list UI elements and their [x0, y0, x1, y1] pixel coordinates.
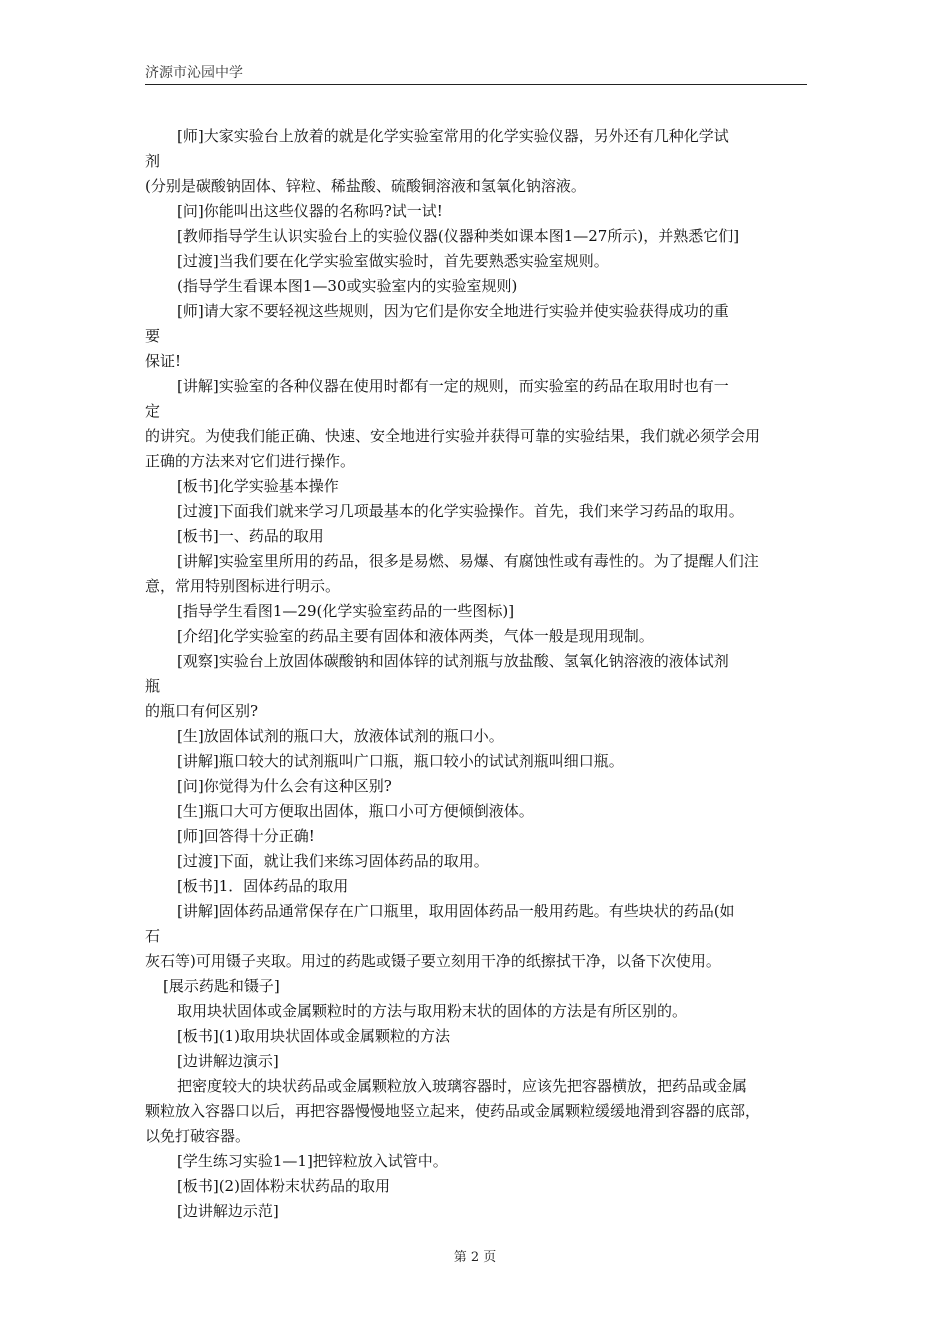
text-line: 要	[145, 327, 161, 345]
text-line: 的讲究。为使我们能正确、快速、安全地进行实验并获得可靠的实验结果，我们就必须学会用	[145, 427, 761, 445]
text-line: 意，常用特别图标进行明示。	[145, 577, 341, 595]
text-line: [生]放固体试剂的瓶口大，放液体试剂的瓶口小。	[177, 727, 504, 745]
text-line: [板书](1)取用块状固体或金属颗粒的方法	[177, 1027, 450, 1045]
text-line: [师]请大家不要轻视这些规则，因为它们是你安全地进行实验并使实验获得成功的重	[177, 302, 729, 320]
text-line: 取用块状固体或金属颗粒时的方法与取用粉末状的固体的方法是有所区别的。	[177, 1002, 688, 1020]
text-line: [板书](2)固体粉末状药品的取用	[177, 1177, 390, 1195]
text-line: 剂	[145, 152, 161, 170]
text-line: 颗粒放入容器口以后，再把容器慢慢地竖立起来，使药品或金属颗粒缓缓地滑到容器的底部，	[145, 1102, 761, 1120]
text-line: [板书]一、药品的取用	[177, 527, 324, 545]
header-school-name: 济源市沁园中学	[145, 65, 243, 81]
text-line: 石	[145, 927, 161, 945]
text-line: [讲解]实验室的各种仪器在使用时都有一定的规则，而实验室的药品在取用时也有一	[177, 377, 729, 395]
text-line: [讲解]实验室里所用的药品，很多是易燃、易爆、有腐蚀性或有毒性的。为了提醒人们注	[177, 552, 759, 570]
document-body	[145, 124, 807, 1224]
text-line: [板书]1．固体药品的取用	[177, 877, 349, 895]
text-line: 的瓶口有何区别?	[145, 702, 259, 720]
page-number: 第 2 页	[453, 1250, 497, 1265]
text-line: 把密度较大的块状药品或金属颗粒放入玻璃容器时，应该先把容器横放，把药品或金属	[177, 1077, 748, 1095]
text-line: [指导学生看图1—29(化学实验室药品的一些图标)]	[177, 602, 515, 620]
text-line: [观察]实验台上放固体碳酸钠和固体锌的试剂瓶与放盐酸、氢氧化钠溶液的液体试剂	[177, 652, 729, 670]
text-line: [问]你觉得为什么会有这种区别?	[177, 777, 392, 795]
header-divider	[145, 84, 807, 85]
text-line: 以免打破容器。	[145, 1127, 251, 1145]
text-line: 灰石等)可用镊子夹取。用过的药匙或镊子要立刻用干净的纸擦拭干净，以备下次使用。	[145, 952, 721, 970]
text-line: [讲解]固体药品通常保存在广口瓶里，取用固体药品一般用药匙。有些块状的药品(如	[177, 902, 735, 920]
text-line: [师]大家实验台上放着的就是化学实验室常用的化学实验仪器，另外还有几种化学试	[177, 127, 729, 145]
text-line: [学生练习实验1—1]把锌粒放入试管中。	[177, 1152, 448, 1170]
text-line: [展示药匙和镊子]	[163, 977, 280, 995]
text-line: [问]你能叫出这些仪器的名称吗?试一试!	[177, 202, 443, 220]
text-line: [介绍]化学实验室的药品主要有固体和液体两类，气体一般是现用现制。	[177, 627, 654, 645]
text-line: 正确的方法来对它们进行操作。	[145, 452, 356, 470]
text-line: [教师指导学生认识实验台上的实验仪器(仪器种类如课本图1—27所示)，并熟悉它们]	[177, 227, 740, 245]
text-line: [板书]化学实验基本操作	[177, 477, 339, 495]
text-line: (指导学生看课本图1—30或实验室内的实验室规则)	[177, 277, 518, 295]
page-footer	[0, 1246, 950, 1265]
text-line: 定	[145, 402, 161, 420]
text-line: [讲解]瓶口较大的试剂瓶叫广口瓶，瓶口较小的试试剂瓶叫细口瓶。	[177, 752, 624, 770]
text-line: (分别是碳酸钠固体、锌粒、稀盐酸、硫酸铜溶液和氢氧化钠溶液。	[145, 177, 586, 195]
text-line: 瓶	[145, 677, 161, 695]
text-line: [边讲解边示范]	[177, 1202, 279, 1220]
text-line: [生]瓶口大可方便取出固体，瓶口小可方便倾倒液体。	[177, 802, 534, 820]
text-line: [边讲解边演示]	[177, 1052, 279, 1070]
text-line: 保证!	[145, 352, 182, 370]
text-line: [过渡]下面，就让我们来练习固体药品的取用。	[177, 852, 489, 870]
text-line: [过渡]当我们要在化学实验室做实验时，首先要熟悉实验室规则。	[177, 252, 609, 270]
text-line: [师]回答得十分正确!	[177, 827, 315, 845]
text-line: [过渡]下面我们就来学习几项最基本的化学实验操作。首先，我们来学习药品的取用。	[177, 502, 744, 520]
page-header	[145, 62, 807, 84]
